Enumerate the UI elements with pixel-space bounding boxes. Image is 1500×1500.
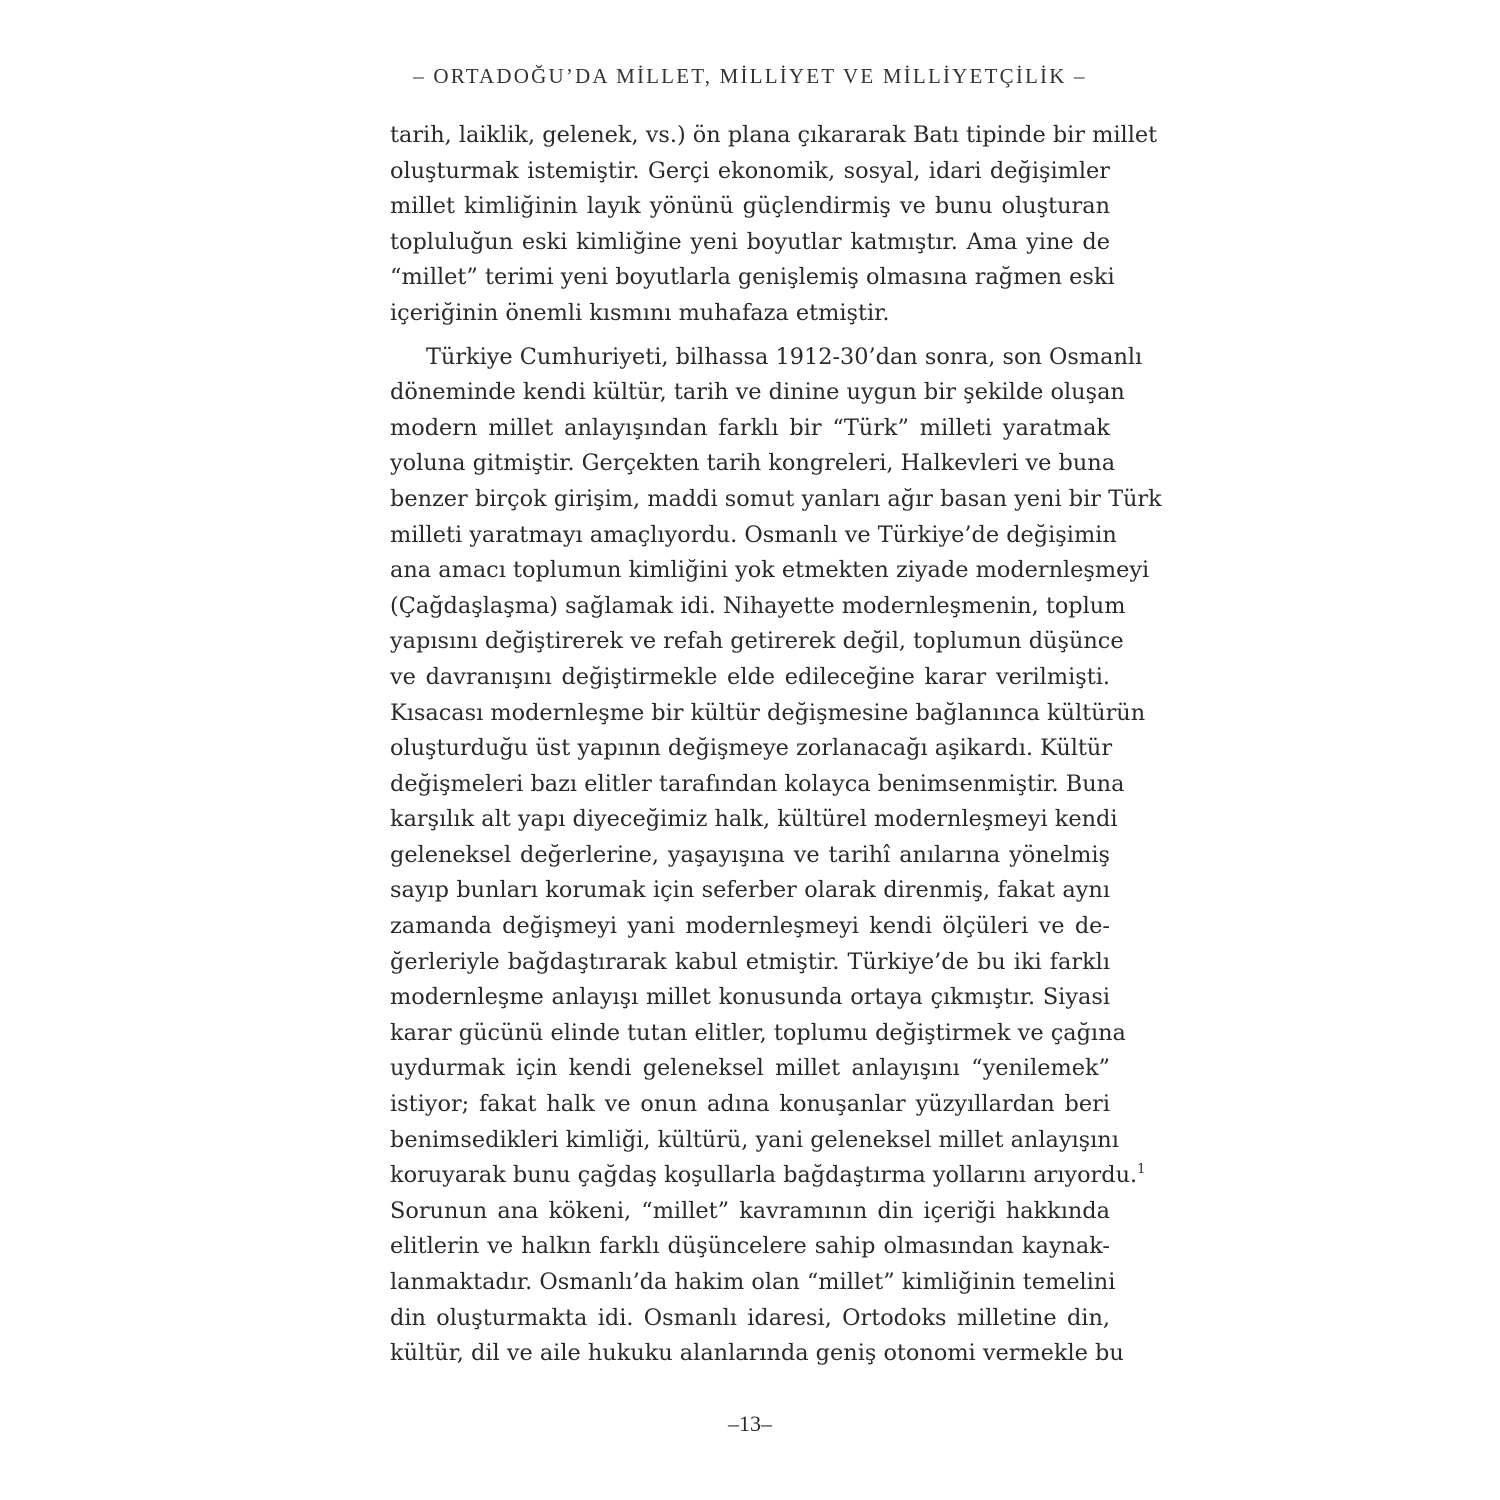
text-line: geleneksel değerlerine, yaşayışına ve tarihî anılarına yönelmiş [390, 841, 1110, 868]
text-line: lanmaktadır. Osmanlı’da hakim olan “millet” kimliğinin temelini [390, 1269, 1116, 1295]
footnote-marker[interactable]: 1 [1137, 1162, 1146, 1178]
text-line: yoluna gitmiştir. Gerçekten tarih kongreleri, Halkevleri ve buna [390, 450, 1116, 477]
text-line: yapısını değiştirerek ve refah getirerek değil, toplumun düşünce [390, 628, 1124, 655]
text-line: elitlerin ve halkın farklı düşüncelere sahip olmasından kaynak- [390, 1233, 1110, 1260]
text-line: milleti yaratmayı amaçlıyordu. Osmanlı ve Türkiye’de değişimin [390, 521, 1117, 548]
text-line: uydurmak için kendi geleneksel millet anlayışını “yenilemek” [390, 1055, 1110, 1082]
text-line: Kısacası modernleşme bir kültür değişmesine bağlanınca kültürün [390, 699, 1146, 726]
text-line: “millet” terimi yeni boyutlarla genişlemiş olmasına rağmen eski [390, 264, 1115, 291]
text-line: oluşturduğu üst yapının değişmeye zorlanacağı aşikardı. Kültür [390, 735, 1113, 762]
text-line: (Çağdaşlaşma) sağlamak idi. Nihayette modernleşmenin, toplum [390, 592, 1126, 619]
page-number: –13– [728, 1411, 772, 1436]
text-line: benimsedikleri kimliği, kültürü, yani geleneksel millet anlayışını [390, 1126, 1119, 1153]
text-line: oluşturmak istemiştir. Gerçi ekonomik, sosyal, idari değişimler [390, 157, 1110, 184]
text-line: ğerleriyle bağdaştırarak kabul etmiştir. Türkiye’de bu iki farklı [390, 948, 1110, 975]
text-line: sayıp bunları korumak için seferber olarak direnmiş, fakat aynı [390, 877, 1110, 904]
text-line: tarih, laiklik, gelenek, vs.) ön plana çıkararak Batı tipinde bir millet [390, 122, 1158, 148]
text-line: Türkiye Cumhuriyeti, bilhassa 1912-30’dan sonra, son Osmanlı [426, 343, 1143, 370]
text-line: din oluşturmakta idi. Osmanlı idaresi, Ortodoks milletine din, [390, 1304, 1110, 1331]
text-line: değişmeleri bazı elitler tarafından kolayca benimsenmiştir. Buna [390, 770, 1125, 797]
paragraph-1 [390, 118, 1158, 332]
text-line-with-footnote [390, 1158, 1146, 1194]
text-line: kültür, dil ve aile hukuku alanlarında geniş otonomi vermekle bu [390, 1340, 1124, 1367]
body-text [390, 118, 1162, 1372]
text-line: millet kimliğinin layık yönünü güçlendirmiş ve bunu oluşturan [390, 193, 1110, 220]
text-line: zamanda değişmeyi yani modernleşmeyi kendi ölçüleri ve de- [390, 913, 1110, 940]
text-line: Sorunun ana kökeni, “millet” kavramının din içeriği hakkında [390, 1197, 1110, 1224]
text-line: karşılık alt yapı diyeceğimiz halk, kültürel modernleşmeyi kendi [390, 806, 1118, 833]
text-line: döneminde kendi kültür, tarih ve dinine uygun bir şekilde oluşan [390, 379, 1125, 406]
text-line: topluluğun eski kimliğine yeni boyutlar katmıştır. Ama yine de [390, 228, 1110, 255]
text-line: modern millet anlayışından farklı bir “Türk” milleti yaratmak [390, 414, 1110, 441]
text-line: modernleşme anlayışı millet konusunda ortaya çıkmıştır. Siyasi [390, 984, 1110, 1011]
text-line: istiyor; fakat halk ve onun adına konuşanlar yüzyıllardan beri [390, 1091, 1110, 1118]
running-header: – ORTADOĞU’DA MİLLET, MİLLİYET VE MİLLİYETÇİLİK – [413, 64, 1087, 88]
text-line: ve davranışını değiştirmekle elde edileceğine karar verilmişti. [390, 663, 1110, 690]
text-line: ana amacı toplumun kimliğini yok etmekten ziyade modernleşmeyi [390, 557, 1150, 584]
text-line: benzer birçok girişim, maddi somut yanları ağır basan yeni bir Türk [390, 485, 1162, 512]
text-line: içeriğinin önemli kısmını muhafaza etmiştir. [390, 299, 890, 326]
paragraph-2 [390, 340, 1162, 1372]
paragraph-spacing [390, 332, 1110, 340]
text-line: karar gücünü elinde tutan elitler, toplumu değiştirmek ve çağına [390, 1019, 1126, 1046]
text-line-content: koruyarak bunu çağdaş koşullarla bağdaştırma yollarını arıyordu. [390, 1162, 1138, 1189]
